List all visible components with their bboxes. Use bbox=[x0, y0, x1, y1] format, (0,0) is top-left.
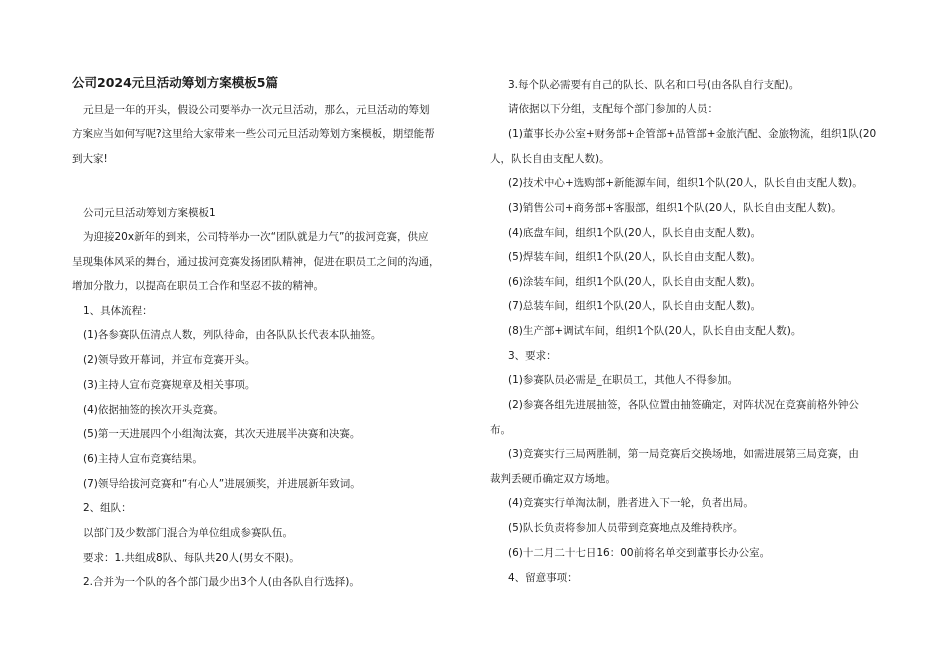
paragraph-line: 请依据以下分组，支配每个部门参加的人员： bbox=[508, 103, 718, 115]
list-item: (4)依据抽签的挨次开头竞赛。 bbox=[83, 404, 224, 416]
list-item: (3)竞赛实行三局两胜制，第一局竞赛后交换场地，如需进展第三局竞赛，由 bbox=[508, 448, 859, 460]
list-item: 3.每个队必需要有自己的队长、队名和口号(由各队自行支配)。 bbox=[508, 79, 800, 91]
list-item: 以部门及少数部门混合为单位组成参赛队伍。 bbox=[83, 527, 293, 539]
heading-team: 2、组队： bbox=[83, 502, 132, 514]
list-item: 裁判丢硬币确定双方场地。 bbox=[490, 473, 616, 485]
list-item: 要求：1.共组成8队、每队共20人(男女不限)。 bbox=[83, 552, 300, 564]
list-item: (3)销售公司+商务部+客服部，组织1个队(20人，队长自由支配人数)。 bbox=[508, 202, 842, 214]
list-item: (1)各参赛队伍清点人数，列队待命，由各队队长代表本队抽签。 bbox=[83, 329, 382, 341]
heading-notes: 4、留意事项： bbox=[508, 572, 578, 584]
list-item: (7)总装车间，组织1个队(20人，队长自由支配人数)。 bbox=[508, 300, 762, 312]
list-item: (4)底盘车间，组织1个队(20人，队长自由支配人数)。 bbox=[508, 227, 762, 239]
intro-line: 到大家! bbox=[72, 153, 108, 165]
list-item: 布。 bbox=[490, 424, 511, 436]
paragraph-line: 增加分散力，以提高在职员工合作和坚忍不拔的精神。 bbox=[72, 280, 324, 292]
section-title: 公司元旦活动筹划方案模板1 bbox=[83, 207, 216, 219]
list-item: (8)生产部+调试车间，组织1个队(20人，队长自由支配人数)。 bbox=[508, 325, 802, 337]
list-item: (1)董事长办公室+财务部+企管部+品管部+金旅汽配、金旅物流，组织1队(20 bbox=[508, 128, 877, 140]
list-item: (5)第一天进展四个小组淘汰赛，其次天进展半决赛和决赛。 bbox=[83, 428, 361, 440]
list-item: 2.合并为一个队的各个部门最少出3个人(由各队自行选择)。 bbox=[83, 576, 360, 588]
list-item: (6)主持人宣布竞赛结果。 bbox=[83, 453, 203, 465]
heading-requirements: 3、要求： bbox=[508, 350, 557, 362]
list-item: (5)焊装车间，组织1个队(20人，队长自由支配人数)。 bbox=[508, 251, 762, 263]
intro-line: 元旦是一年的开头，假设公司要举办一次元旦活动，那么，元旦活动的筹划 bbox=[83, 104, 430, 116]
paragraph-line: 为迎接20x新年的到来，公司特举办一次“团队就是力气”的拔河竞赛，供应 bbox=[83, 231, 429, 243]
list-item: (2)技术中心+选购部+新能源车间，组织1个队(20人，队长自由支配人数)。 bbox=[508, 177, 863, 189]
list-item: (6)十二月二十七日16：00前将名单交到董事长办公室。 bbox=[508, 547, 771, 559]
list-item: (2)参赛各组先进展抽签，各队位置由抽签确定，对阵状况在竞赛前格外钟公 bbox=[508, 399, 859, 411]
list-item: (6)涂装车间，组织1个队(20人，队长自由支配人数)。 bbox=[508, 276, 762, 288]
intro-line: 方案应当如何写呢?这里给大家带来一些公司元旦活动筹划方案模板，期望能帮 bbox=[72, 128, 435, 140]
list-item: (4)竞赛实行单淘汰制，胜者进入下一轮，负者出局。 bbox=[508, 497, 754, 509]
list-item: 人，队长自由支配人数)。 bbox=[490, 153, 610, 165]
list-item: (2)领导致开幕词，并宣布竞赛开头。 bbox=[83, 354, 256, 366]
list-item: (7)领导给拔河竞赛和“有心人”进展颁奖，并进展新年致词。 bbox=[83, 478, 361, 490]
list-item: (5)队长负责将参加人员带到竞赛地点及维持秩序。 bbox=[508, 522, 744, 534]
list-item: (3)主持人宣布竞赛规章及相关事项。 bbox=[83, 379, 256, 391]
paragraph-line: 呈现集体风采的舞台，通过拔河竞赛发扬团队精神，促进在职员工之间的沟通， bbox=[72, 256, 440, 268]
heading-process: 1、具体流程： bbox=[83, 305, 153, 317]
list-item: (1)参赛队员必需是_在职员工，其他人不得参加。 bbox=[508, 374, 739, 386]
document-title: 公司2024元旦活动筹划方案模板5篇 bbox=[72, 75, 278, 90]
